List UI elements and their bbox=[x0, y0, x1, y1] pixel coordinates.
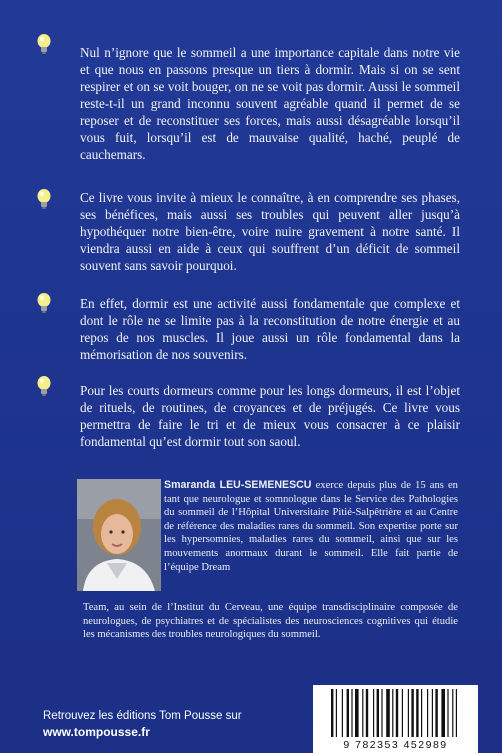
author-name: Smaranda LEU-SEMENESCU bbox=[164, 479, 312, 491]
paragraph-2: Ce livre vous invite à mieux le connaître, à en comprendre ses phases, ses bénéfices, mais aussi ses troubles qui peuvent aller jusqu’à hypothéquer notre bien-être, voire nuire gravement à notre santé. Il viendra aussi en aide à ceux qui souffrent d’un déficit de sommeil souvent sans savoir pourquoi. bbox=[80, 190, 460, 273]
barcode-digits: 9 782353 452989 bbox=[343, 739, 448, 751]
publisher-footer bbox=[43, 708, 242, 740]
author-bio-continued: Team, au sein de l’Institut du Cerveau, une équipe transdisciplinaire composée de neurologues, de psychiatres et de spécialistes des neurosciences cognitives qui étudie les mécanismes des troubles neurologiques du sommeil. bbox=[83, 602, 458, 641]
author-photo bbox=[77, 479, 161, 591]
paragraph-4: Pour les courts dormeurs comme pour les longs dormeurs, il est l’objet de rituels, de routines, de croyances et de préjugés. Ce livre vous permettra de faire le tri et de mieux vous consacrer à ce plaisir fondamental qu’est dormir tout son saoul. bbox=[80, 383, 460, 449]
author-bio-text: exerce depuis plus de 15 ans en tant que neurologue et somnologue dans le Service des Pathologies du sommeil de l’Hôpital Universitaire Pitié-Salpêtrière et au Centre de référence des maladies rares du sommeil. Son expertise porte sur les hypersomnies, maladies rares du sommeil, ainsi que sur les mouvements anormaux durant le sommeil. Elle fait partie de l’équipe Dream bbox=[164, 480, 458, 573]
publisher-url[interactable]: www.tompousse.fr bbox=[43, 725, 150, 739]
lightbulb-icon bbox=[36, 292, 52, 314]
lightbulb-icon bbox=[36, 375, 52, 397]
paragraph-1: Nul n’ignore que le sommeil a une importance capitale dans notre vie et que nous en passons presque un tiers à dormir. Mais si on se sent respirer et on se voit bouger, on ne se voit pas dormir. Aussi le sommeil reste-t-il un grand inconnu souvent agréable quand il permet de se reposer et de reconstituer ses forces, mais aussi désagréable lorsqu’il vous fuit, lorsqu’il est de mauvaise qualité, haché, peuplé de cauchemars. bbox=[80, 45, 460, 162]
author-portrait-image bbox=[77, 479, 161, 591]
paragraph-3: En effet, dormir est une activité aussi fondamentale que complexe et dont le rôle ne se limite pas à la reconstitution de notre énergie et au repos de nos muscles. Il joue aussi un rôle fondamental dans la mémorisation de nos souvenirs. bbox=[80, 296, 460, 362]
isbn-barcode bbox=[313, 685, 478, 753]
lightbulb-icon bbox=[36, 188, 52, 210]
publisher-line: Retrouvez les éditions Tom Pousse sur bbox=[43, 710, 242, 722]
barcode-icon bbox=[313, 689, 478, 741]
lightbulb-icon bbox=[36, 33, 52, 55]
author-bio bbox=[164, 479, 458, 574]
